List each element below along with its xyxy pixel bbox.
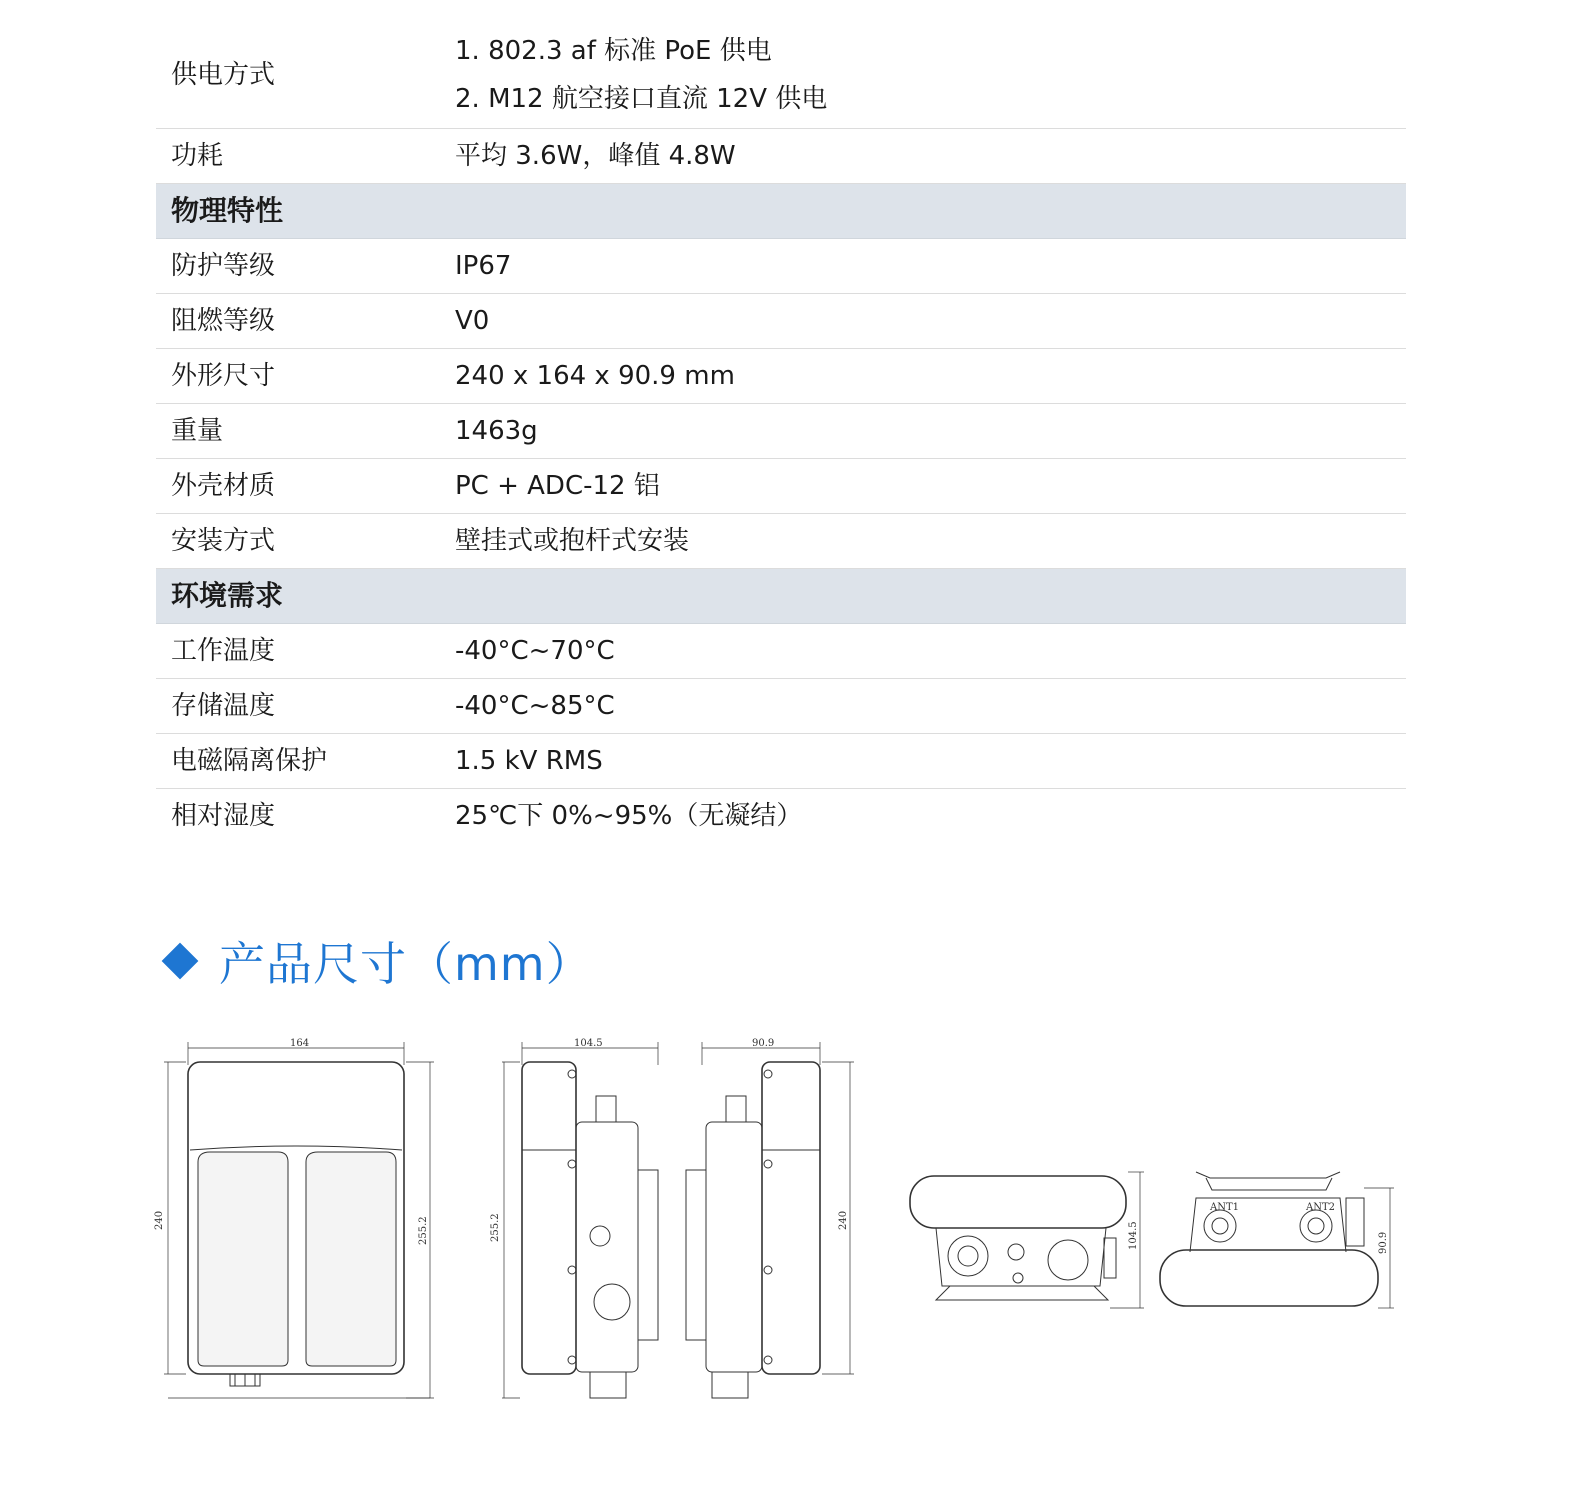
side-total-height-dim-label: 255.2	[490, 1213, 501, 1242]
spec-value	[455, 253, 511, 279]
spec-value	[455, 473, 660, 499]
spec-label: 防护等级	[171, 251, 276, 281]
spec-row	[156, 239, 1406, 294]
spec-value-line: 1463g	[455, 416, 538, 446]
spec-row	[156, 789, 1406, 843]
spec-value	[455, 143, 736, 169]
spec-value	[455, 528, 689, 554]
top-height-dim-label: 104.5	[1128, 1221, 1139, 1250]
spec-value	[455, 418, 538, 444]
spec-row	[156, 294, 1406, 349]
spec-value-line: PC + ADC-12 铝	[455, 471, 660, 501]
spec-label: 工作温度	[171, 636, 276, 666]
front-total-height-dim-label: 255.2	[418, 1216, 429, 1245]
bottom-height-dim-label: 90.9	[1378, 1231, 1389, 1254]
diamond-bullet-icon	[162, 943, 199, 980]
spec-value	[455, 693, 615, 719]
section-header-row	[156, 569, 1406, 624]
side2-height-dim-label: 240	[838, 1210, 849, 1230]
section-heading-text: 产品尺寸（mm）	[219, 937, 593, 991]
spec-value	[455, 638, 615, 664]
spec-value	[455, 748, 603, 774]
spec-row	[156, 129, 1406, 184]
spec-value	[455, 38, 827, 112]
spec-value-line: V0	[455, 306, 490, 336]
spec-value-line: 25℃下 0%~95%（无凝结）	[455, 801, 803, 831]
spec-label: 阻燃等级	[171, 306, 276, 336]
spec-value-line: IP67	[455, 251, 512, 281]
side-view-2-drawing	[686, 1042, 854, 1398]
spec-value	[455, 803, 802, 829]
spec-value	[455, 308, 489, 334]
front-height-dim-label: 240	[154, 1210, 165, 1230]
spec-value-line: -40°C~70°C	[455, 636, 615, 666]
side-depth-dim-label: 104.5	[574, 1038, 603, 1049]
ant2-label: ANT2	[1306, 1202, 1336, 1213]
spec-value-line: 壁挂式或抱杆式安装	[455, 526, 690, 556]
spec-value-line: 1.5 kV RMS	[455, 746, 603, 776]
spec-label: 外形尺寸	[171, 361, 276, 391]
spec-table	[156, 22, 1406, 843]
section-heading	[161, 928, 593, 994]
spec-value-line: 2. M12 航空接口直流 12V 供电	[455, 84, 828, 114]
spec-label: 重量	[171, 416, 224, 446]
section-header-label: 物理特性	[171, 194, 284, 227]
spec-row	[156, 734, 1406, 789]
spec-value-line: 平均 3.6W，峰值 4.8W	[455, 141, 736, 171]
spec-row	[156, 679, 1406, 734]
spec-label: 存储温度	[171, 691, 276, 721]
spec-value-line: -40°C~85°C	[455, 691, 615, 721]
side-view-drawing	[502, 1042, 658, 1398]
spec-row	[156, 349, 1406, 404]
front-view-drawing	[164, 1042, 434, 1398]
dimension-drawings	[150, 1030, 1410, 1410]
spec-row	[156, 22, 1406, 129]
top-view-drawing	[910, 1172, 1144, 1308]
bottom-view-drawing	[1160, 1172, 1394, 1308]
section-header-label: 环境需求	[171, 579, 284, 612]
side2-depth-dim-label: 90.9	[752, 1038, 775, 1049]
spec-label: 功耗	[171, 141, 224, 171]
spec-value-line: 1. 802.3 af 标准 PoE 供电	[455, 36, 772, 66]
spec-value	[455, 363, 735, 389]
spec-label: 供电方式	[171, 60, 276, 90]
section-header-row	[156, 184, 1406, 239]
spec-row	[156, 514, 1406, 569]
front-width-dim-label: 164	[290, 1038, 310, 1049]
spec-value-line: 240 x 164 x 90.9 mm	[455, 361, 735, 391]
spec-row	[156, 404, 1406, 459]
spec-row	[156, 459, 1406, 514]
spec-label: 安装方式	[171, 526, 276, 556]
spec-label: 外壳材质	[171, 471, 276, 501]
spec-label: 相对湿度	[171, 801, 276, 831]
ant1-label: ANT1	[1210, 1202, 1240, 1213]
spec-row	[156, 624, 1406, 679]
spec-label: 电磁隔离保护	[171, 746, 328, 776]
